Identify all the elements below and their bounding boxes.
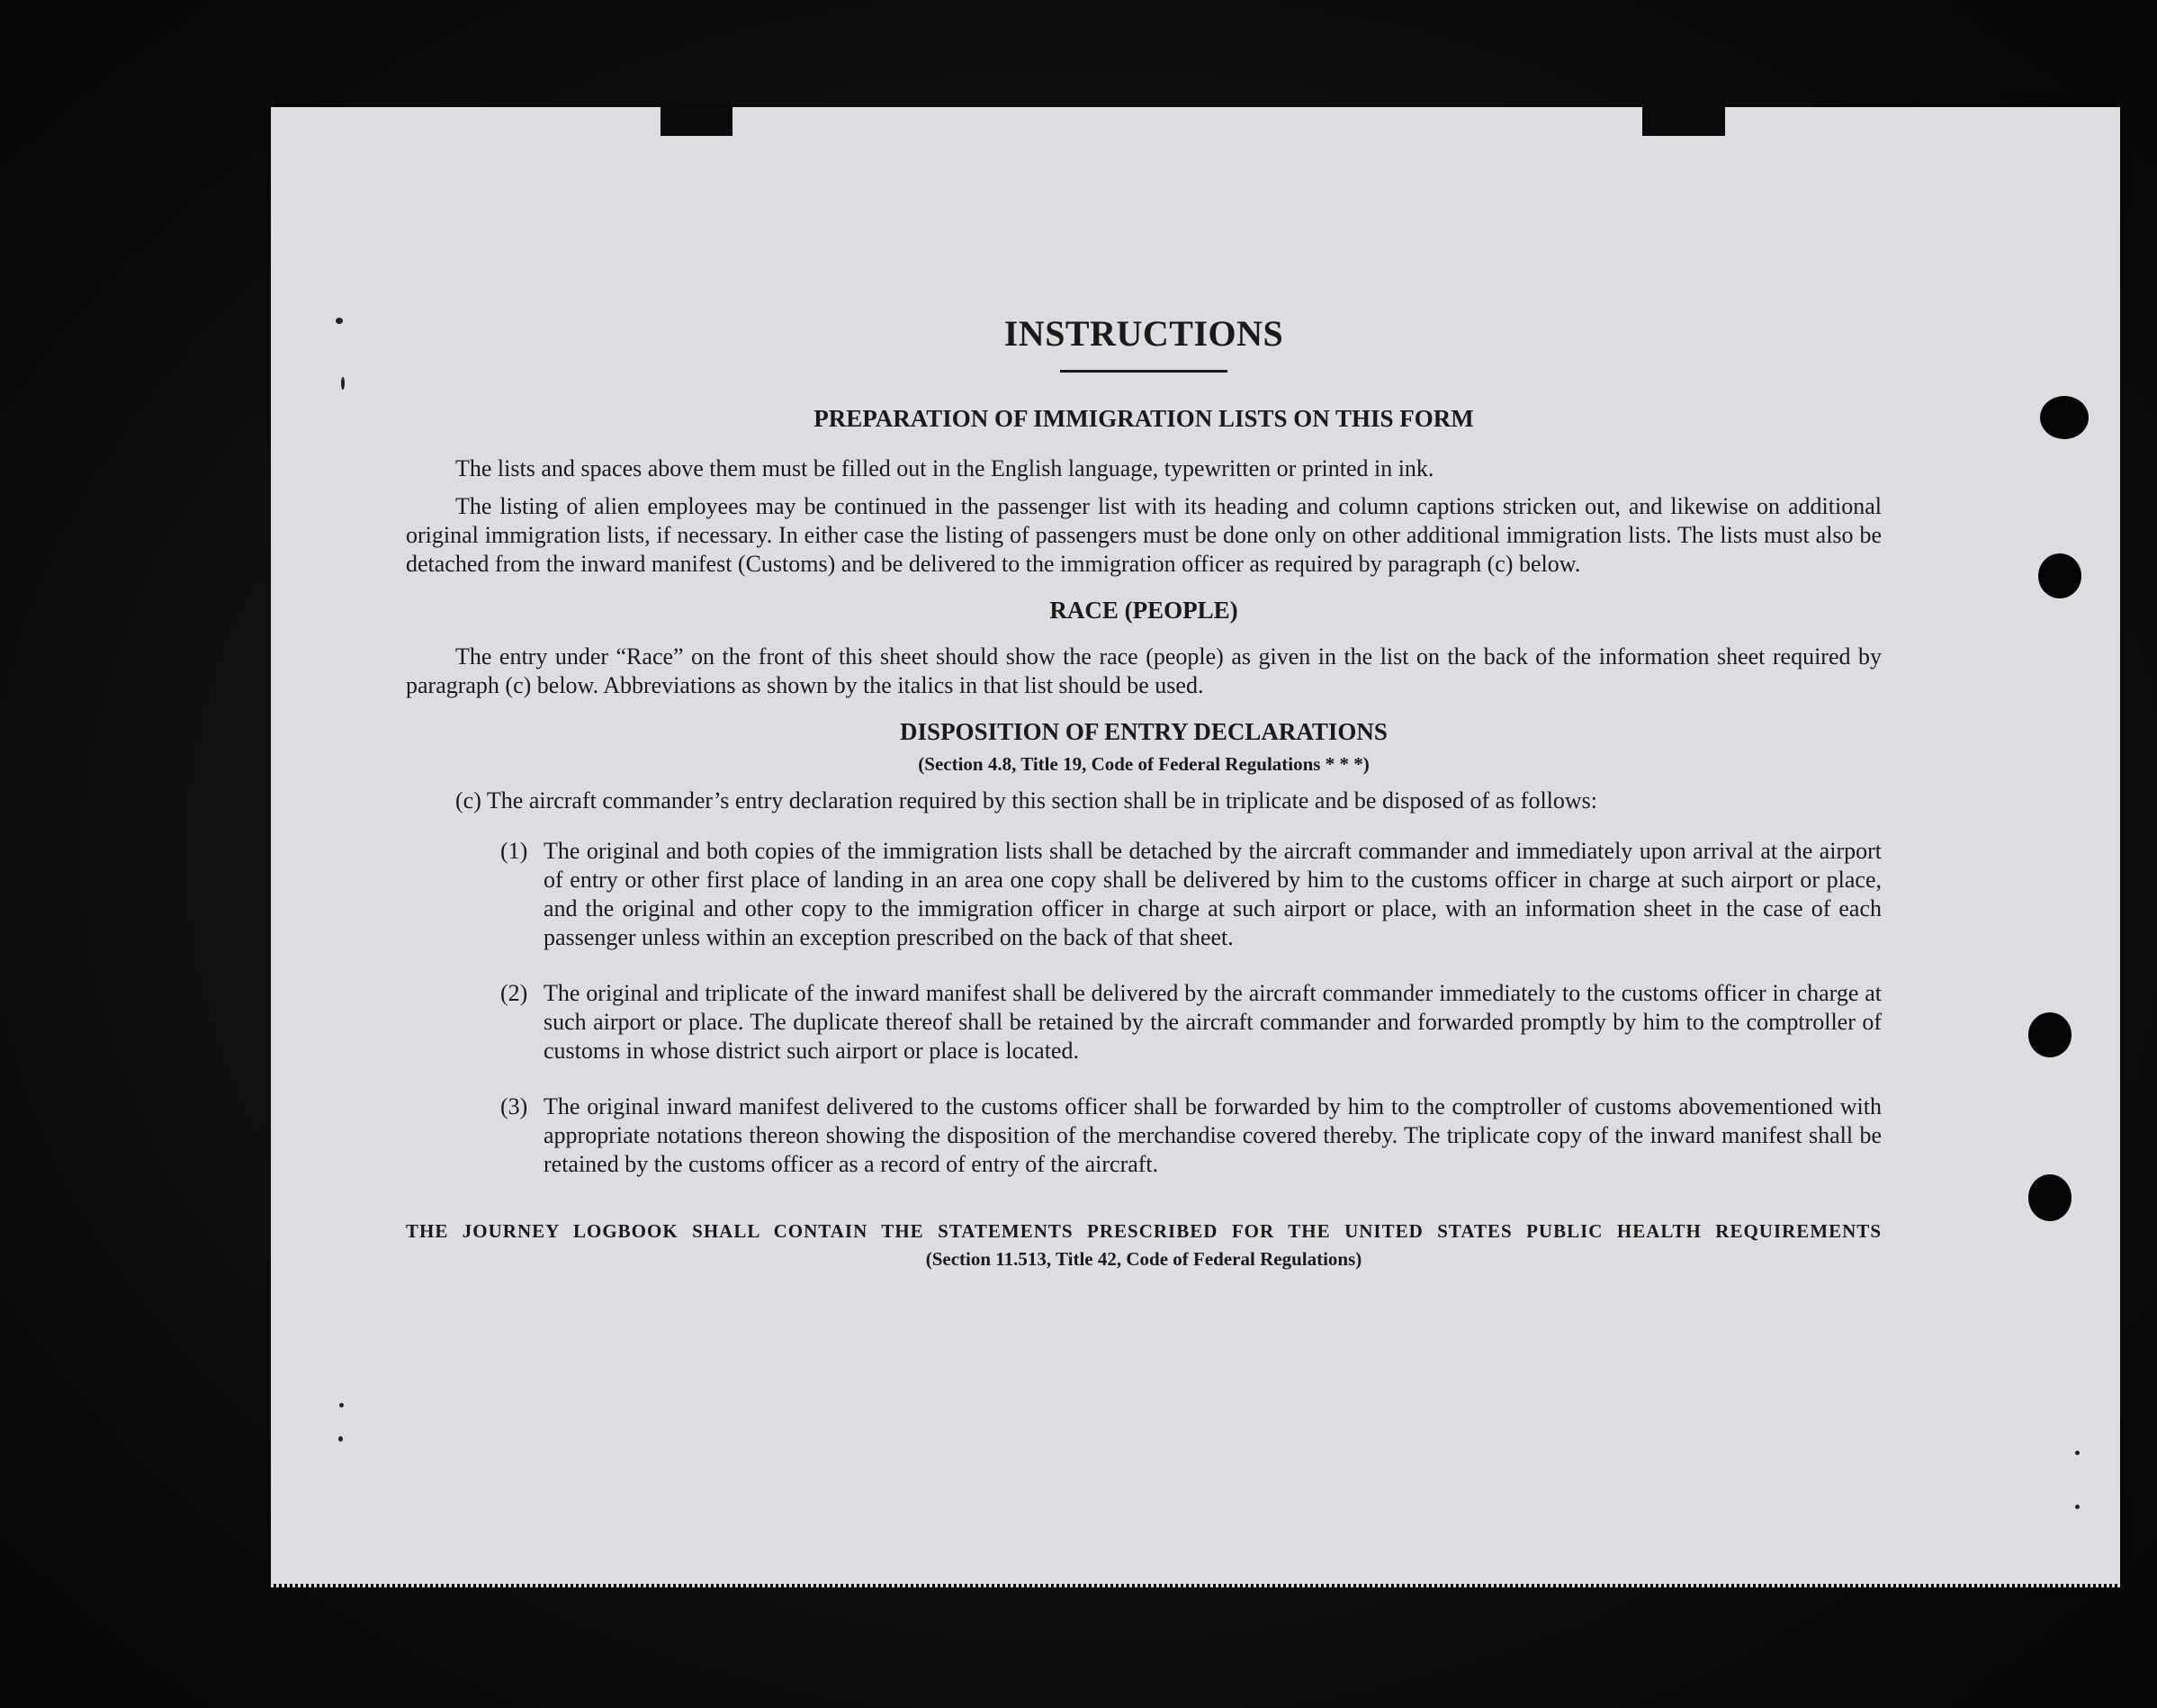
disposition-intro-label: (c): [455, 787, 481, 814]
perforated-edge: [271, 1582, 2120, 1587]
race-paragraph: The entry under “Race” on the front of this sheet should show the race (people) as given in the list on the back of the information sheet required by paragraph (c) below. Abbreviations as shown by the italics in that list should be used.: [406, 643, 1882, 698]
footer-citation: (Section 11.513, Title 42, Code of Federal Regulations): [925, 1248, 1362, 1270]
margin-speck: [336, 318, 343, 324]
binding-tab-right: [1642, 105, 1725, 136]
disposition-intro-text: The aircraft commander’s entry declaration required by this section shall be in triplicate and be disposed of as follows:: [486, 787, 1598, 814]
margin-speck: [338, 1436, 343, 1442]
punch-hole: [2028, 1174, 2072, 1221]
disposition-heading: DISPOSITION OF ENTRY DECLARATIONS: [900, 718, 1388, 745]
list-item-number: (1): [500, 838, 528, 864]
document-page: [271, 107, 2120, 1584]
list-item-text: The original and both copies of the immigration lists shall be detached by the aircraft commander and immediately upon arrival at the airport of entry or other first place of landing in an area one copy shall be delivered by him to the customs officer in charge at such airport or place, and the original and other copy to the immigration officer in charge at such airport or place, with an information sheet in the case of each passenger unless within an exception prescribed on the back of that sheet.: [544, 838, 1882, 950]
page-title: INSTRUCTIONS: [1003, 313, 1284, 354]
list-item: [500, 1092, 1882, 1179]
list-item-number: (3): [500, 1093, 528, 1119]
list-item: [500, 979, 1882, 1065]
title-rule: [1060, 370, 1227, 373]
race-heading: RACE (PEOPLE): [1049, 597, 1238, 624]
disposition-intro: [455, 787, 1882, 815]
preparation-paragraph-2: The listing of alien employees may be continued in the passenger list with its heading and column captions stricken out, and likewise on additional original immigration lists, if necessary. In either case the listing of passengers must be done only on other additional immigration lists. The lists must also be detached from the inward manifest (Customs) and be delivered to the immigration officer as required by paragraph (c) below.: [406, 493, 1882, 577]
list-item-text: The original inward manifest delivered to the customs officer shall be forwarded by him to the comptroller of customs abovementioned with appropriate notations thereon showing the disposition of the merchandise covered thereby. The triplicate copy of the inward manifest shall be retained by the customs officer as a record of entry of the aircraft.: [544, 1093, 1882, 1177]
punch-hole: [2038, 553, 2081, 598]
footer-statement: THE JOURNEY LOGBOOK SHALL CONTAIN THE STATEMENTS PRESCRIBED FOR THE UNITED STATES PUBLIC HEALTH REQUIREMENTS: [406, 1220, 1882, 1242]
disposition-citation: (Section 4.8, Title 19, Code of Federal Regulations * * *): [918, 753, 1370, 775]
margin-speck: [2075, 1451, 2080, 1455]
punch-hole: [2040, 396, 2089, 439]
punch-hole: [2028, 1012, 2072, 1057]
binding-tab-left: [661, 105, 732, 136]
preparation-paragraph-1: The lists and spaces above them must be filled out in the English language, typewritten or printed in ink.: [455, 455, 1434, 481]
margin-speck: [341, 377, 345, 390]
list-item-text: The original and triplicate of the inward manifest shall be delivered by the aircraft commander immediately to the customs officer in charge at such airport or place. The duplicate thereof shall be retained by the aircraft commander and forwarded promptly by him to the comptroller of customs in whose district such airport or place is located.: [544, 980, 1882, 1064]
preparation-heading: PREPARATION OF IMMIGRATION LISTS ON THIS FORM: [813, 405, 1474, 432]
list-item: [500, 837, 1882, 952]
list-item-number: (2): [500, 980, 528, 1006]
margin-speck: [339, 1403, 344, 1407]
instructions-content: [406, 313, 1882, 1271]
margin-speck: [2075, 1505, 2080, 1509]
